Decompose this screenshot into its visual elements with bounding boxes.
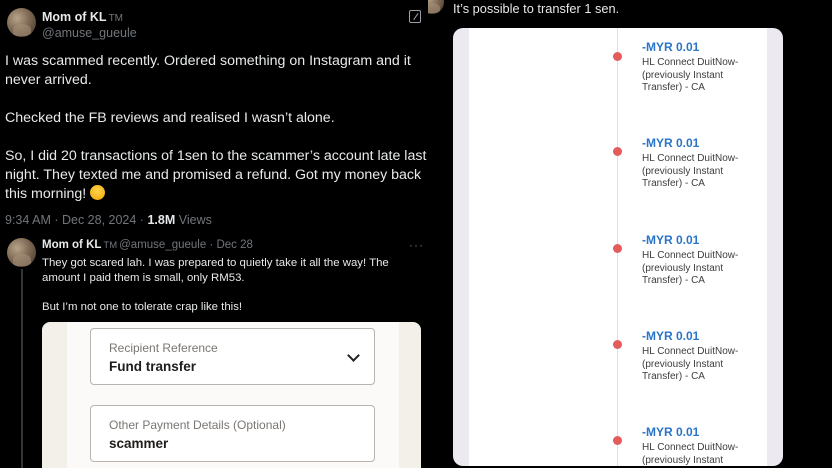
tweet-paragraph: I was scammed recently. Ordered something on Instagram and it never arrived.	[5, 53, 411, 88]
timeline-dot	[613, 436, 622, 445]
tweet-meta	[5, 213, 212, 227]
transaction-description	[642, 57, 762, 95]
timeline-dot	[613, 52, 622, 61]
avatar[interactable]	[7, 8, 36, 37]
tweet-text	[5, 52, 433, 204]
reply-text	[42, 256, 402, 329]
recipient-reference-select[interactable]	[90, 328, 375, 385]
chevron-down-icon[interactable]	[347, 349, 360, 362]
reply-paragraph: But I’m not one to tolerate crap like this!	[42, 300, 243, 313]
tweet-paragraph	[5, 147, 433, 204]
reply-paragraph: They got scared lah. I was prepared to quietly take it all the way! The amount I paid them is small, only RM53.	[42, 257, 389, 284]
reply-author-badge: TM	[103, 240, 118, 251]
transaction-amount: -MYR 0.01	[642, 329, 700, 343]
more-icon[interactable]: ···	[409, 238, 424, 252]
transaction-line: (previously Instant	[642, 454, 724, 466]
recipient-reference-value: Fund transfer	[109, 359, 197, 374]
views-count: 1.8M	[147, 213, 176, 227]
tweet-paragraph-text: So, I did 20 transactions of 1sen to the scammer’s account late last night. They texted me and promised a refund. Got my money back this morning!	[5, 148, 427, 202]
side-avatar[interactable]	[428, 0, 444, 14]
side-tweet-panel	[428, 0, 832, 468]
transaction-description	[642, 442, 762, 466]
recipient-reference-label: Recipient Reference	[109, 341, 218, 355]
author-badge: TM	[108, 13, 124, 24]
other-payment-details-value: scammer	[109, 436, 169, 451]
transaction-line: HL Connect DuitNow-	[642, 442, 739, 453]
attached-image-transactions[interactable]	[453, 28, 783, 466]
transaction-amount: -MYR 0.01	[642, 233, 700, 247]
author-name[interactable]	[42, 10, 123, 24]
other-payment-details-field[interactable]	[90, 405, 375, 462]
laughing-emoji-icon	[90, 185, 105, 200]
tweet-time[interactable]: 9:34 AM · Dec 28, 2024 ·	[5, 213, 148, 227]
attached-image-payment-form[interactable]	[42, 322, 421, 468]
reply-tweet[interactable]	[0, 234, 433, 468]
reply-author-handle[interactable]: @amuse_gueule	[119, 239, 207, 251]
reply-author-name[interactable]: Mom of KL	[42, 239, 102, 251]
edit-icon[interactable]	[409, 10, 421, 23]
transaction-line: Transfer) - CA	[642, 82, 705, 93]
transaction-amount: -MYR 0.01	[642, 40, 700, 54]
transaction-line: (previously Instant	[642, 358, 724, 370]
transaction-line: (previously Instant	[642, 262, 724, 274]
timeline-dot	[613, 244, 622, 253]
thread-line	[21, 269, 23, 468]
timeline-dot	[613, 147, 622, 156]
author-name-text[interactable]: Mom of KL	[42, 10, 107, 24]
timeline-dot	[613, 340, 622, 349]
reply-header	[42, 239, 253, 251]
transaction-list	[469, 28, 767, 466]
transaction-description	[642, 250, 762, 288]
transaction-line: HL Connect DuitNow-	[642, 346, 739, 357]
transaction-line: HL Connect DuitNow-	[642, 153, 739, 164]
reply-avatar[interactable]	[7, 238, 36, 267]
transaction-line: Transfer) - CA	[642, 275, 705, 286]
transaction-line: (previously Instant	[642, 165, 724, 177]
transaction-line: Transfer) - CA	[642, 178, 705, 189]
transaction-description	[642, 346, 762, 384]
transaction-line: HL Connect DuitNow-	[642, 250, 739, 261]
payment-form	[67, 322, 399, 468]
transaction-line: (previously Instant	[642, 69, 724, 81]
tweet-paragraph: Checked the FB reviews and realised I wasn’t alone.	[5, 110, 335, 126]
side-tweet-text: It’s possible to transfer 1 sen.	[453, 1, 620, 16]
author-handle[interactable]: @amuse_gueule	[42, 26, 137, 40]
transaction-line: Transfer) - CA	[642, 371, 705, 382]
transaction-line: HL Connect DuitNow-	[642, 57, 739, 68]
other-payment-details-label: Other Payment Details (Optional)	[109, 418, 286, 432]
views-label: Views	[175, 213, 212, 227]
transaction-amount: -MYR 0.01	[642, 425, 700, 439]
transaction-description	[642, 153, 762, 191]
transaction-amount: -MYR 0.01	[642, 136, 700, 150]
reply-date[interactable]: · Dec 28	[206, 239, 253, 251]
